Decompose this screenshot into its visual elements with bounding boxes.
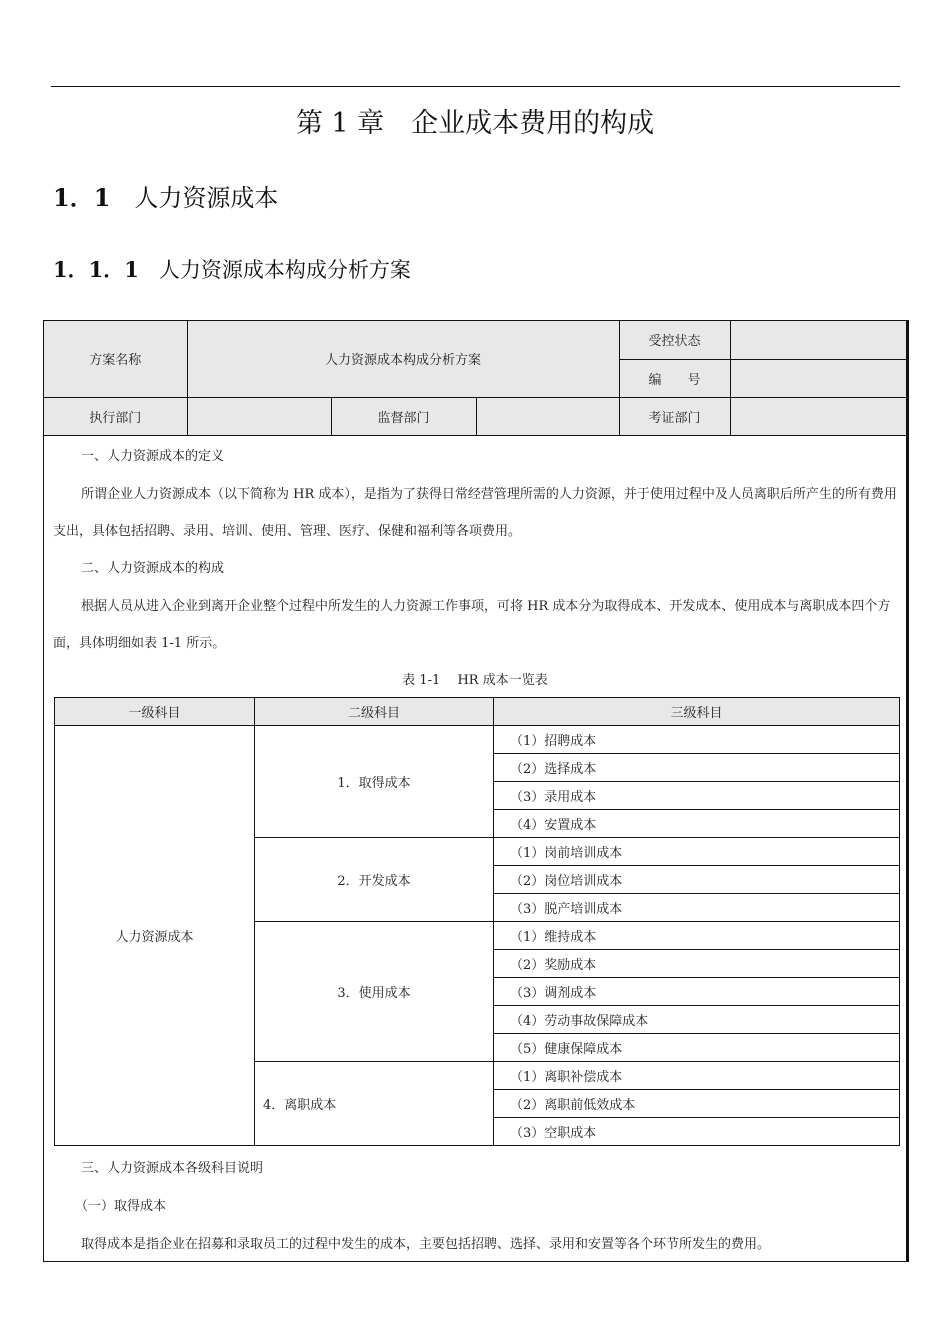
col-header-level1: 一级科目 xyxy=(55,698,255,726)
verify-dept-value[interactable] xyxy=(730,397,906,435)
number-value[interactable] xyxy=(730,359,906,397)
level3-cell: （2）奖励成本 xyxy=(494,950,900,978)
top-rule xyxy=(51,86,900,87)
table-row xyxy=(55,726,900,754)
definition-paragraph: 所谓企业人力资源成本（以下简称为 HR 成本），是指为了获得日常经营管理所需的人力资源，并于使用过程中及人员离职后所产生的所有费用支出，具体包括招聘、录用、培训、使用、管理、医疗、保健和福利等各项费用。 xyxy=(53,487,897,539)
number-label: 编 号 xyxy=(619,359,730,397)
level3-cell: （3）调剂成本 xyxy=(494,978,900,1006)
definition-heading: 一、人力资源成本的定义 xyxy=(81,449,225,464)
subsection-heading xyxy=(53,254,411,286)
level3-cell: （3）录用成本 xyxy=(494,782,900,810)
level3-cell: （1）离职补偿成本 xyxy=(494,1062,900,1090)
control-status-label: 受控状态 xyxy=(619,321,730,359)
scheme-header-table xyxy=(44,321,906,436)
subsection-title: 人力资源成本构成分析方案 xyxy=(158,258,411,282)
level3-cell: （1）招聘成本 xyxy=(494,726,900,754)
col-header-level2: 二级科目 xyxy=(255,698,494,726)
section-heading xyxy=(53,180,278,216)
level2-cell: 1．取得成本 xyxy=(255,726,494,838)
control-status-value[interactable] xyxy=(730,321,906,359)
section-number: 1．1 xyxy=(53,183,111,212)
level2-cell: 4．离职成本 xyxy=(255,1062,494,1146)
level3-cell: （1）岗前培训成本 xyxy=(494,838,900,866)
composition-heading: 二、人力资源成本的构成 xyxy=(81,561,225,576)
exec-dept-label: 执行部门 xyxy=(44,397,187,435)
level2-cell: 2．开发成本 xyxy=(255,838,494,922)
subsection-number: 1．1．1 xyxy=(53,257,139,282)
chapter-title: 第 1 章 企业成本费用的构成 xyxy=(295,108,655,139)
supervise-dept-label: 监督部门 xyxy=(331,397,476,435)
level3-cell: （4）劳动事故保障成本 xyxy=(494,1006,900,1034)
composition-paragraph: 根据人员从进入企业到离开企业整个过程中所发生的人力资源工作事项，可将 HR 成本分为取得成本、开发成本、使用成本与离职成本四个方面，具体明细如表 1-1 所示。 xyxy=(53,599,891,651)
verify-dept-label: 考证部门 xyxy=(619,397,730,435)
supervise-dept-value[interactable] xyxy=(476,397,619,435)
col-header-level3: 三级科目 xyxy=(494,698,900,726)
scheme-frame xyxy=(43,320,909,1262)
hr-cost-table xyxy=(54,697,900,1146)
level3-cell: （3）脱产培训成本 xyxy=(494,894,900,922)
level3-cell: （2）岗位培训成本 xyxy=(494,866,900,894)
level3-cell: （5）健康保障成本 xyxy=(494,1034,900,1062)
level3-cell: （3）空职成本 xyxy=(494,1118,900,1146)
level2-cell: 3．使用成本 xyxy=(255,922,494,1062)
level3-cell: （2）离职前低效成本 xyxy=(494,1090,900,1118)
scheme-name-label: 方案名称 xyxy=(44,321,187,397)
acquisition-heading: （一）取得成本 xyxy=(75,1199,167,1214)
explanation-heading: 三、人力资源成本各级科目说明 xyxy=(81,1161,264,1176)
section-title: 人力资源成本 xyxy=(134,184,279,212)
scheme-name-value: 人力资源成本构成分析方案 xyxy=(187,321,619,397)
acquisition-paragraph: 取得成本是指企业在招募和录取员工的过程中发生的成本，主要包括招聘、选择、录用和安置等各个环节所发生的费用。 xyxy=(81,1237,771,1252)
level1-cell: 人力资源成本 xyxy=(55,726,255,1146)
level3-cell: （2）选择成本 xyxy=(494,754,900,782)
level3-cell: （4）安置成本 xyxy=(494,810,900,838)
table-caption: 表 1-1 HR 成本一览表 xyxy=(402,673,548,688)
exec-dept-value[interactable] xyxy=(187,397,331,435)
level3-cell: （1）维持成本 xyxy=(494,922,900,950)
